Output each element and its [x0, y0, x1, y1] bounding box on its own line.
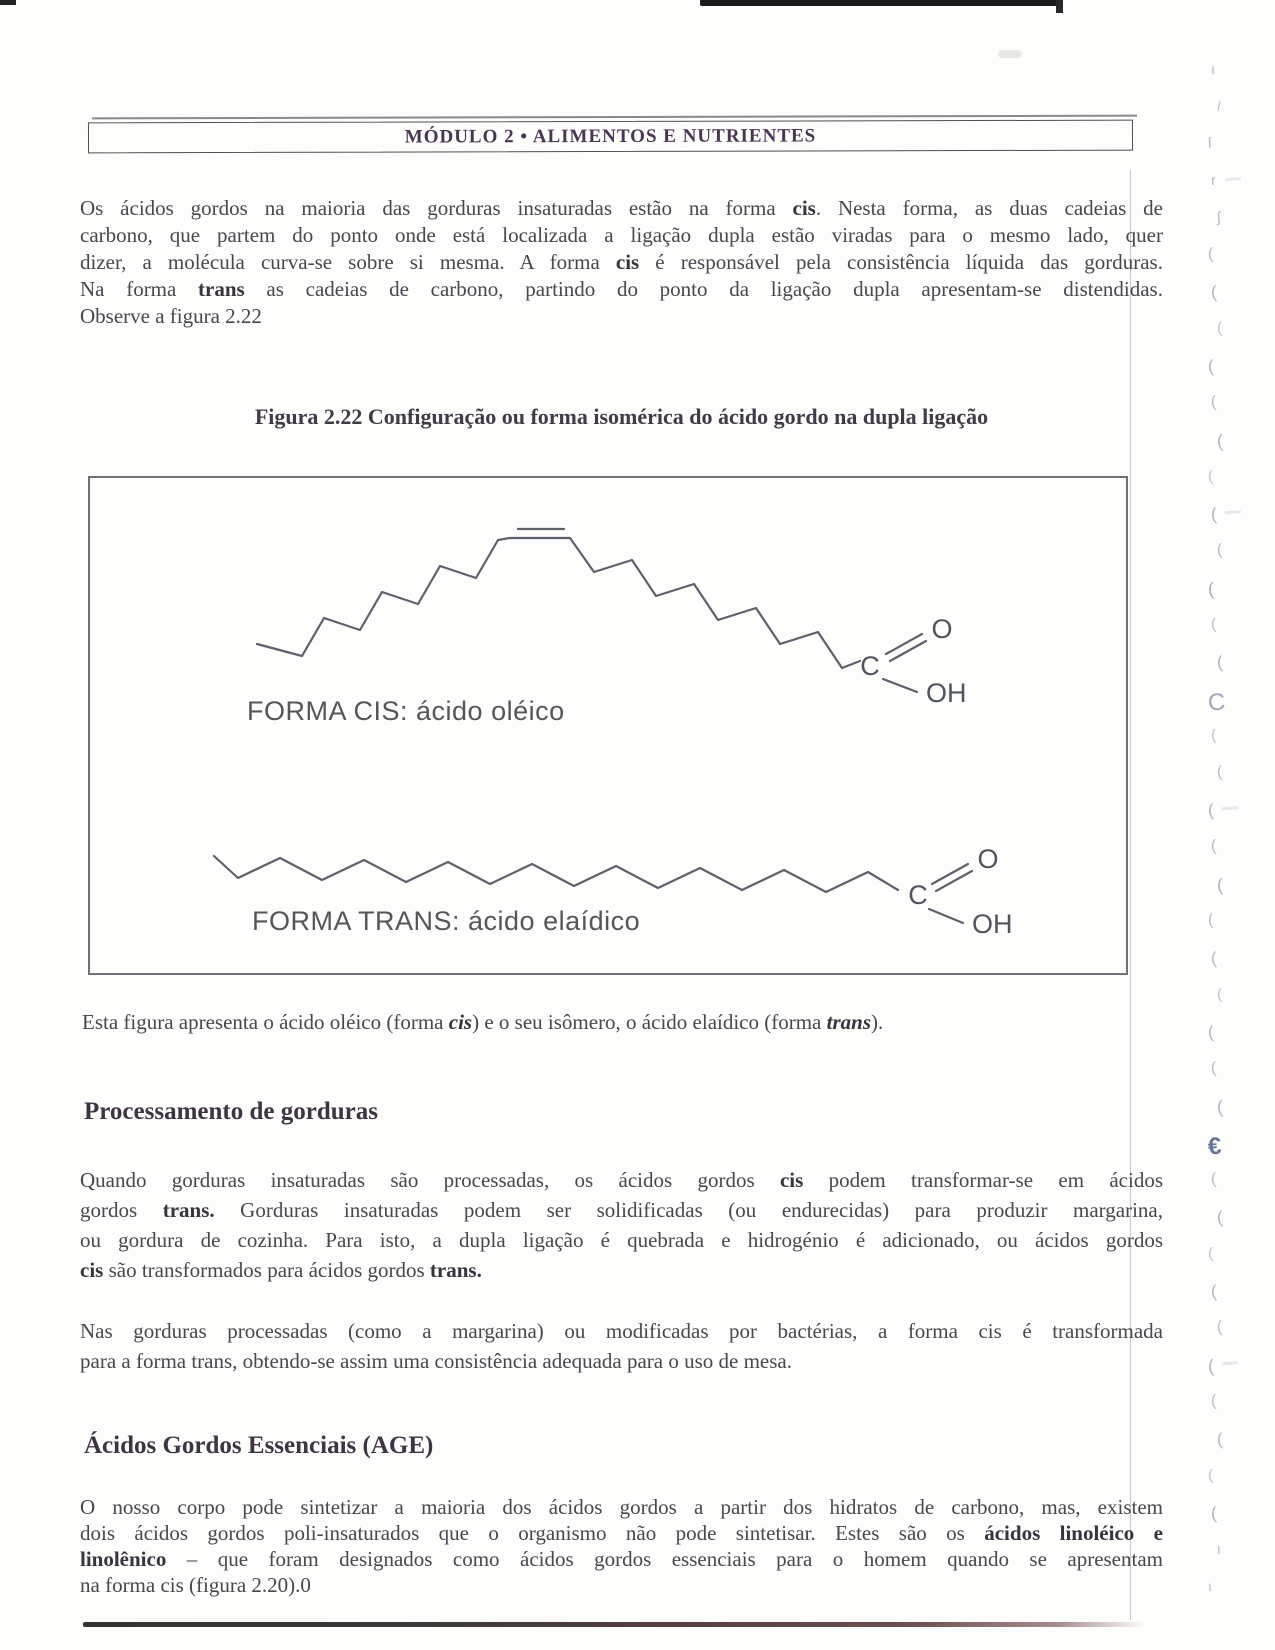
page-edge-line [1130, 170, 1131, 1620]
cis-oh-bond [883, 679, 917, 692]
scan-dash-artifact [1222, 806, 1238, 810]
text-line: dizer, a molécula curva-se sobre si mesma. A forma cis é responsável pela consistência líquida das gorduras. [80, 250, 1163, 274]
spiral-binding-rail [1203, 0, 1263, 1650]
scan-artifact-corner [0, 0, 16, 5]
cis-co-bond-2 [890, 641, 926, 661]
processing-paragraph-1 [80, 1165, 1163, 1285]
spiral-binding-mark: ( [1210, 393, 1217, 412]
spiral-binding-mark: ı [1210, 60, 1216, 78]
scan-dash-artifact [1222, 1361, 1238, 1365]
cis-hydroxyl: OH [926, 678, 967, 708]
spiral-binding-mark: ( [1207, 1466, 1214, 1485]
trans-co-bond-1 [932, 864, 968, 884]
trans-hydroxyl: OH [972, 909, 1013, 939]
spiral-binding-mark: ( [1210, 837, 1217, 856]
spiral-binding-mark: ( [1210, 1281, 1218, 1302]
spiral-binding-mark: ( [1207, 578, 1215, 600]
spiral-binding-mark: ( [1216, 874, 1224, 896]
scan-artifact-top-bar [700, 0, 1062, 6]
spiral-binding-mark: ( [1210, 615, 1217, 634]
spiral-binding-mark: ( [1207, 802, 1214, 819]
section-heading-processamento: Processamento de gorduras [84, 1098, 378, 1125]
header-box-top-line [92, 115, 1137, 120]
scan-artifact-smudge [998, 50, 1022, 58]
cis-carbonyl-oxygen: O [931, 614, 953, 644]
spiral-binding-mark: ( [1207, 245, 1214, 264]
spiral-binding-mark: ( [1210, 1392, 1217, 1411]
text-line: cis são transformados para ácidos gordos trans. [80, 1258, 482, 1282]
text-line: Na forma trans as cadeias de carbono, partindo do ponto da ligação dupla apresentam-se distendidas. [80, 277, 1163, 301]
text-line: ou gordura de cozinha. Para isto, a dupla ligação é quebrada e hidrogénio é adicionado, ou ácidos gordos [80, 1228, 1163, 1252]
spiral-binding-mark: ( [1216, 763, 1223, 782]
scan-artifact-tick [1056, 0, 1063, 13]
figure-caption: Figura 2.22 Configuração ou forma isomérica do ácido gordo na dupla ligação [254, 404, 989, 429]
scan-dash-artifact [1225, 510, 1241, 514]
molecule-diagram-cis [247, 529, 967, 726]
text-line: linolênico – que foram designados como ácidos gordos essenciais para o homem quando se apresentam [80, 1547, 1163, 1571]
spiral-binding-mark: ( [1216, 319, 1223, 338]
spiral-binding-mark: ( [1210, 282, 1218, 303]
spiral-binding-mark: ( [1207, 911, 1214, 930]
spiral-binding-mark: ( [1216, 985, 1223, 1004]
spiral-binding-mark: ı [1207, 1577, 1213, 1595]
text-line: Nas gorduras processadas (como a margarina) ou modificadas por bactérias, a forma cis é transformada [80, 1319, 1163, 1343]
text-line: na forma cis (figura 2.20).0 [80, 1573, 311, 1597]
figure-box [88, 476, 1128, 975]
spiral-binding-mark: ( [1207, 1244, 1214, 1263]
spiral-binding-mark: C [1207, 688, 1227, 717]
text-line: O nosso corpo pode sintetizar a maioria dos ácidos gordos a partir dos hidratos de carbono, mas, existem [80, 1495, 1163, 1519]
molecule-diagrams [90, 478, 1126, 973]
text-line: Os ácidos gordos na maioria das gorduras insaturadas estão na forma cis. Nesta forma, as duas cadeias de [80, 196, 1163, 220]
spiral-binding-mark: ( [1210, 948, 1218, 969]
section-heading-age: Ácidos Gordos Essenciais (AGE) [84, 1432, 434, 1459]
cis-carboxyl-carbon: C [860, 651, 880, 681]
spiral-binding-mark: ( [1216, 652, 1224, 673]
intro-paragraph [80, 195, 1163, 330]
trans-carbon-chain [214, 856, 898, 892]
age-paragraph [80, 1494, 1163, 1598]
scan-dash-artifact [1225, 177, 1241, 181]
spiral-binding-mark: ſ [1207, 134, 1212, 153]
text-line: para a forma trans, obtendo-se assim uma consistência adequada para o uso de mesa. [80, 1349, 792, 1373]
spiral-binding-mark: € [1207, 1132, 1223, 1161]
trans-oh-bond [929, 909, 963, 923]
spiral-binding-mark: ( [1216, 541, 1223, 560]
text-line: Quando gorduras insaturadas são processadas, os ácidos gordos cis podem transformar-se em ácidos [80, 1168, 1163, 1192]
spiral-binding-mark: ( [1216, 430, 1224, 452]
spiral-binding-mark: ( [1216, 1318, 1223, 1337]
text-line: dois ácidos gordos poli-insaturados que o organismo não pode sintetisar. Estes são os ácidos linoléico e [80, 1521, 1163, 1545]
spiral-binding-mark: ʃ [1216, 208, 1221, 227]
module-title: MÓDULO 2 • ALIMENTOS E NUTRIENTES [404, 124, 817, 148]
spiral-binding-mark: ( [1216, 1207, 1224, 1228]
molecule-diagram-trans [214, 844, 1013, 939]
trans-label: FORMA TRANS: ácido elaídico [252, 906, 641, 936]
trans-carbonyl-oxygen: O [977, 844, 999, 874]
trans-co-bond-2 [936, 871, 972, 891]
cis-co-bond-1 [886, 634, 922, 654]
text-line: gordos trans. Gorduras insaturadas podem ser solidificadas (ou endurecidas) para produzir margarina, [80, 1198, 1163, 1222]
figure-note: Esta figura apresenta o ácido oléico (forma cis) e o seu isômero, o ácido elaídico (forma trans). [82, 1010, 884, 1034]
cis-carbon-chain [257, 538, 860, 668]
spiral-binding-mark: ( [1216, 1096, 1224, 1118]
processing-paragraph-2 [80, 1316, 1163, 1376]
spiral-binding-mark: ( [1207, 1357, 1214, 1375]
spiral-binding-mark: ( [1216, 1429, 1224, 1450]
spiral-binding-mark: ( [1207, 1022, 1215, 1043]
trans-carboxyl-carbon: C [908, 880, 928, 910]
text-line: Observe a figura 2.22 [80, 304, 262, 328]
spiral-binding-mark: ( [1207, 467, 1214, 486]
spiral-binding-mark: ( [1210, 726, 1217, 745]
header-box [88, 120, 1133, 154]
bottom-rule [83, 1622, 1145, 1627]
spiral-binding-mark: / [1216, 97, 1222, 115]
spiral-binding-mark: ( [1210, 1503, 1218, 1524]
spiral-binding-mark: ( [1210, 1059, 1217, 1078]
text-line: carbono, que partem do ponto onde está localizada a ligação dupla estão viradas para o mesmo lado, quer [80, 223, 1163, 247]
spiral-binding-mark: r [1211, 173, 1217, 187]
spiral-binding-mark: ( [1207, 356, 1215, 377]
cis-label: FORMA CIS: ácido oléico [247, 696, 565, 726]
spiral-binding-mark: ( [1210, 1170, 1217, 1189]
spiral-binding-mark: ι [1216, 1540, 1221, 1559]
spiral-binding-mark: ( [1210, 506, 1217, 523]
